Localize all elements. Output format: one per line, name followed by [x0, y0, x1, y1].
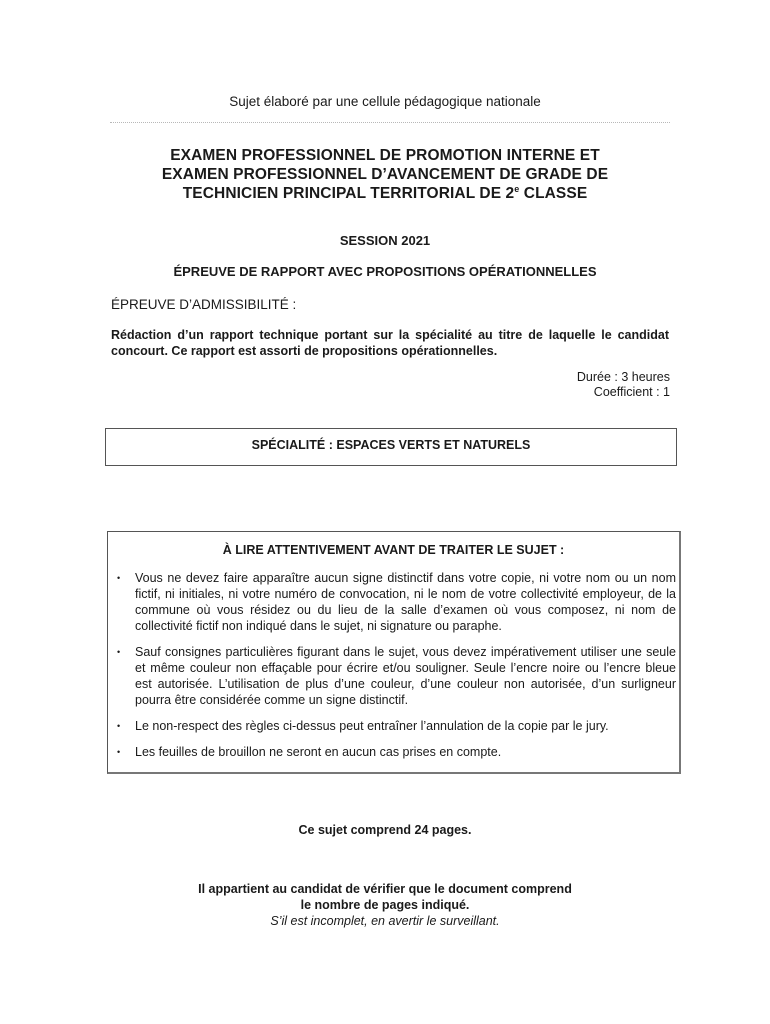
verify-line-3: S’il est incomplet, en avertir le surveillant. — [270, 914, 500, 928]
session-label: SESSION 2021 — [339, 233, 431, 248]
admissibilite-label: ÉPREUVE D’ADMISSIBILITÉ : — [111, 297, 297, 312]
exam-title-line-3 — [60, 184, 710, 203]
exam-title-line-2: EXAMEN PROFESSIONNEL D’AVANCEMENT DE GRADE DE — [161, 166, 609, 183]
exam-title-superscript: e — [514, 184, 520, 194]
exam-meta — [420, 370, 670, 400]
duration-label: Durée : 3 heures — [576, 370, 670, 384]
instruction-item — [114, 744, 676, 760]
instructions-box — [107, 531, 681, 774]
exam-title-line-3-end: CLASSE — [519, 185, 588, 202]
verify-note — [0, 881, 770, 929]
instruction-text: Le non-respect des règles ci-dessus peut entraîner l’annulation de la copie par le jury. — [135, 719, 609, 733]
bullet-icon: • — [117, 721, 121, 731]
epreuve-title: ÉPREUVE DE RAPPORT AVEC PROPOSITIONS OPÉRATIONNELLES — [173, 264, 597, 279]
verify-line-2: le nombre de pages indiqué. — [300, 898, 470, 912]
exam-title-line-1: EXAMEN PROFESSIONNEL DE PROMOTION INTERNE ET — [170, 147, 600, 164]
bullet-icon: • — [117, 647, 121, 657]
top-divider — [110, 122, 670, 123]
coefficient-label: Coefficient : 1 — [593, 385, 670, 399]
specialite-box: SPÉCIALITÉ : ESPACES VERTS ET NATURELS — [105, 428, 677, 466]
instruction-item — [114, 718, 676, 734]
instructions-list — [114, 570, 676, 770]
instruction-item — [114, 644, 676, 708]
instructions-title: À LIRE ATTENTIVEMENT AVANT DE TRAITER LE SUJET : — [222, 543, 565, 557]
page-count-note: Ce sujet comprend 24 pages. — [298, 823, 472, 837]
origin-note: Sujet élaboré par une cellule pédagogique nationale — [229, 94, 541, 109]
exam-title — [60, 146, 710, 203]
verify-line-1: Il appartient au candidat de vérifier que le document comprend — [198, 882, 572, 896]
bullet-icon: • — [117, 747, 121, 757]
instruction-text: Les feuilles de brouillon ne seront en aucun cas prises en compte. — [135, 745, 502, 759]
instruction-text: Sauf consignes particulières figurant dans le sujet, vous devez impérativement utiliser une seule et même couleur non effaçable pour écrire et/ou souligner. Seule l’encre noire ou l’encre bleue est autorisée. L’utilisation de plus d’une couleur, d’une couleur non autorisée, d’un surligneur pourra être considérée comme un signe distinctif. — [135, 645, 676, 707]
instruction-item — [114, 570, 676, 634]
bullet-icon: • — [117, 573, 121, 583]
redaction-description: Rédaction d’un rapport technique portant sur la spécialité au titre de laquelle le candidat concourt. Ce rapport est assorti de propositions opérationnelles. — [111, 328, 669, 358]
exam-title-line-3-main: TECHNICIEN PRINCIPAL TERRITORIAL DE 2 — [182, 185, 515, 202]
instruction-text: Vous ne devez faire apparaître aucun signe distinctif dans votre copie, ni votre nom ou un nom fictif, ni initiales, ni votre numéro de convocation, ni le nom de votre collectivité employeur, de la commune où vous résidez ou du lieu de la salle d’examen où vous composez, ni nom de collectivité fictif non indiqué dans le sujet, ni signature ou paraphe. — [135, 571, 676, 633]
